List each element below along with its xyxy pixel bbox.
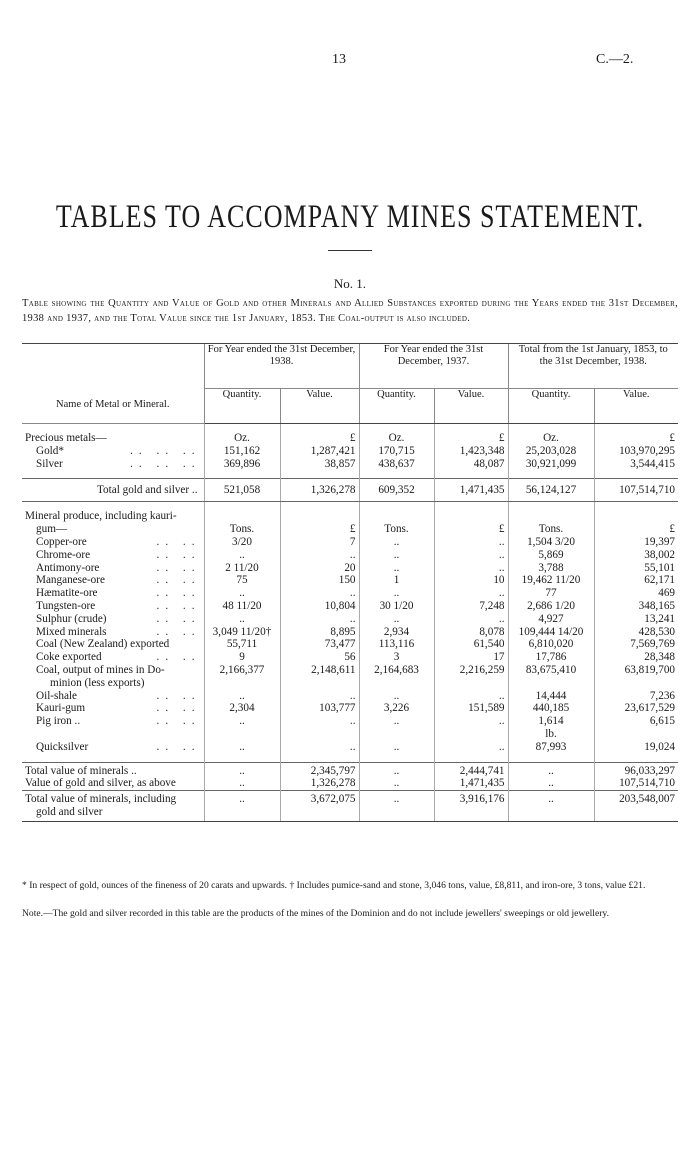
table-cell: 62,171 [594,574,678,587]
table-cell: 348,165 [594,600,678,613]
table-cell: 17,786 [508,651,594,664]
column-group-1938: For Year ended the 31st December, 1938. [204,344,359,389]
unit-label: £ [280,432,359,445]
table-cell: .. [434,715,508,728]
table-cell: 8,895 [280,626,359,639]
unit-label: £ [434,523,508,536]
table-cell: .. [204,549,280,562]
section-heading-row [22,523,678,536]
table-cell: 107,514,710 [594,777,678,790]
column-header-quantity: Quantity. [508,389,594,424]
table-cell: .. [434,549,508,562]
table-cell: 3,788 [508,562,594,575]
table-row [22,445,678,458]
table-cell: 10 [434,574,508,587]
column-header-value: Value. [434,389,508,424]
table-row [22,715,678,728]
table-cell: .. [359,741,434,754]
unit-label: Tons. [359,523,434,536]
row-label [22,741,204,754]
table-cell: 2 11/20 [204,562,280,575]
table-cell: 25,203,028 [508,445,594,458]
table-cell: .. [434,587,508,600]
table-cell: 20 [280,562,359,575]
table-cell: 440,185 [508,702,594,715]
table-row [22,600,678,613]
table-cell [594,728,678,741]
table-cell: 48,087 [434,458,508,471]
leader-dots: .. .. [156,587,201,600]
page-header [0,52,700,72]
grand-total-row [22,791,678,806]
table-cell: 56 [280,651,359,664]
table-cell: .. [280,587,359,600]
table-cell: 55,711 [204,638,280,651]
leader-dots: .. .. [156,599,201,612]
table-row [22,777,678,790]
unit-label: £ [594,432,678,445]
table-row [22,638,678,651]
document-code: C.—2. [596,52,634,67]
table-cell [280,677,359,690]
table-cell: 3,544,415 [594,458,678,471]
row-label [22,677,204,690]
leader-dots: .. .. [156,740,201,753]
row-label [22,651,204,664]
table-cell: 13,241 [594,613,678,626]
table-cell: 2,216,259 [434,664,508,677]
table-cell: 14,444 [508,690,594,703]
table-cell: 38,857 [280,458,359,471]
table-cell: 203,548,007 [594,791,678,806]
row-name: Antimony-ore [36,561,100,574]
table-cell: 2,686 1/20 [508,600,594,613]
table-cell [359,677,434,690]
footnote-note: Note.—The gold and silver recorded in this table are the products of the mines of the Dominion and do not include jewellers' sweepings or old jewellery. [22,908,609,919]
row-label [22,664,204,677]
table-cell: 63,819,700 [594,664,678,677]
row-name: Quicksilver [36,740,89,753]
table-cell: 83,675,410 [508,664,594,677]
unit-label: Oz. [508,432,594,445]
table-cell: 7,236 [594,690,678,703]
row-name: Kauri-gum [36,702,86,715]
row-name: Sulphur (crude) [36,612,107,625]
table-cell: .. [359,562,434,575]
leader-dots: .. .. [156,535,201,548]
table-cell: 96,033,297 [594,762,678,777]
table-cell: 48 11/20 [204,600,280,613]
table-cell: .. [204,690,280,703]
table-cell: 38,002 [594,549,678,562]
table-cell: 4,927 [508,613,594,626]
row-label: Total value of minerals, including [22,791,204,806]
table-cell: .. [508,762,594,777]
title-rule [328,250,372,251]
table-cell: 7 [280,536,359,549]
column-header-value: Value. [594,389,678,424]
row-label [22,587,204,600]
table-row [22,574,678,587]
table-cell: 2,934 [359,626,434,639]
footnote-gold: * In respect of gold, ounces of the fineness of 20 carats and upwards. † Includes pumice-sand and stone, 3,046 tons, value, £8,811, and iron-ore, 3 tons, value £21. [22,880,646,891]
table-cell: 1,326,278 [280,777,359,790]
table-cell: .. [359,762,434,777]
table-number: No. 1. [333,276,367,291]
table-cell: .. [204,587,280,600]
table-cell: 61,540 [434,638,508,651]
table-row [22,677,678,690]
table-cell: .. [280,715,359,728]
row-label [22,702,204,715]
unit-label: £ [280,523,359,536]
table-cell: 55,101 [594,562,678,575]
row-label [22,600,204,613]
unit-label: Tons. [508,523,594,536]
row-name: Gold* [36,444,64,457]
table-cell: 23,617,529 [594,702,678,715]
leader-dots: .. .. [156,702,201,715]
table-row [22,458,678,471]
main-title: TABLES TO ACCOMPANY MINES STATEMENT. [55,198,645,235]
table-cell: 469 [594,587,678,600]
table-cell: 19,024 [594,741,678,754]
table-cell [594,677,678,690]
row-name: Value of gold and silver, as above [25,777,176,790]
table-cell: 107,514,710 [594,479,678,502]
table-cell: 609,352 [359,479,434,502]
row-label [22,638,204,651]
table-cell: .. [359,715,434,728]
table-row [22,728,678,741]
column-header-quantity: Quantity. [359,389,434,424]
table-cell: .. [204,613,280,626]
table-cell [434,728,508,741]
table-cell: 1,504 3/20 [508,536,594,549]
table-cell: 109,444 14/20 [508,626,594,639]
table-cell: 428,530 [594,626,678,639]
table-cell: 7,248 [434,600,508,613]
table-cell: .. [204,741,280,754]
table-cell: 2,444,741 [434,762,508,777]
row-label [22,728,204,741]
table-cell: .. [280,613,359,626]
table-cell: .. [204,791,280,806]
table-row [22,613,678,626]
row-label [22,762,204,777]
row-label [22,536,204,549]
section-heading: gum— [36,523,68,536]
table-cell: .. [280,741,359,754]
table-row [22,741,678,754]
table-cell: 10,804 [280,600,359,613]
leader-dots: .. .. [156,612,201,625]
table-cell: .. [434,613,508,626]
table-cell: 3,916,176 [434,791,508,806]
table-cell: 73,477 [280,638,359,651]
table-row [22,651,678,664]
table-cell: .. [508,777,594,790]
table-cell: 1,471,435 [434,777,508,790]
page-number: 13 [332,52,346,67]
table-cell: .. [434,690,508,703]
minerals-table [22,343,678,822]
unit-label: Oz. [204,432,280,445]
leader-dots: .. .. [156,561,201,574]
column-group-1937: For Year ended the 31st December, 1937. [359,344,508,389]
table-cell: 3,226 [359,702,434,715]
table-row [22,664,678,677]
table-cell [280,728,359,741]
column-group-total: Total from the 1st January, 1853, to the 31st December, 1938. [508,344,678,389]
section-heading-row [22,432,678,445]
section-heading-row [22,510,678,523]
table-cell: .. [280,690,359,703]
table-row [22,626,678,639]
table-cell: 1 [359,574,434,587]
leader-dots: .. .. [156,689,201,702]
leader-dots: .. .. [156,548,201,561]
table-cell: 17 [434,651,508,664]
table-cell: 103,777 [280,702,359,715]
table-cell [508,677,594,690]
total-gold-silver-row [22,479,678,502]
row-name: Copper-ore [36,535,87,548]
leader-dots: .. .. [156,651,201,664]
column-header-quantity: Quantity. [204,389,280,424]
row-name: Oil-shale [36,689,78,702]
table-row [22,549,678,562]
table-cell: lb. [508,728,594,741]
table-cell: 1,471,435 [434,479,508,502]
row-name: Pig iron .. [36,715,81,728]
table-cell: .. [204,715,280,728]
table-cell: 5,869 [508,549,594,562]
row-name: Coal (New Zealand) exported [36,638,170,651]
table-cell: 56,124,127 [508,479,594,502]
grand-total-row-cont [22,806,678,821]
table-cell: 3,672,075 [280,791,359,806]
row-label: Total gold and silver .. [22,479,204,502]
row-name: Tungsten-ore [36,599,96,612]
table-cell: 3 [359,651,434,664]
unit-label: Tons. [204,523,280,536]
table-cell: .. [204,777,280,790]
table-cell: 1,326,278 [280,479,359,502]
table-cell: 3,049 11/20† [204,626,280,639]
table-cell: 2,345,797 [280,762,359,777]
row-label [22,777,204,790]
table-cell: 19,397 [594,536,678,549]
unit-label: £ [434,432,508,445]
table-cell: 113,116 [359,638,434,651]
leader-dots: .. .. .. [130,444,201,457]
table-cell: .. [359,587,434,600]
table-cell [359,728,434,741]
row-name: minion (less exports) [50,676,145,689]
table-cell [204,677,280,690]
unit-label: Oz. [359,432,434,445]
row-label [22,458,204,471]
column-header-name: Name of Metal or Mineral. [22,344,204,424]
table-cell: 1,614 [508,715,594,728]
table-cell: 170,715 [359,445,434,458]
table-cell: 150 [280,574,359,587]
section-heading: Mineral produce, including kauri- [25,510,177,523]
table-cell: 75 [204,574,280,587]
table-cell: 77 [508,587,594,600]
table-cell: 2,164,683 [359,664,434,677]
table-cell: 30,921,099 [508,458,594,471]
table-cell: 1,287,421 [280,445,359,458]
table-cell: .. [359,777,434,790]
row-label [22,626,204,639]
row-name: Chrome-ore [36,548,91,561]
table-cell: 103,970,295 [594,445,678,458]
table-cell: 1,423,348 [434,445,508,458]
table-cell: 87,993 [508,741,594,754]
table-cell: 2,166,377 [204,664,280,677]
row-label: gold and silver [22,806,204,821]
table-cell: 151,162 [204,445,280,458]
section-heading: Precious metals— [25,432,107,444]
table-row [22,690,678,703]
leader-dots: .. .. [156,574,201,587]
table-cell: .. [359,549,434,562]
table-row [22,762,678,777]
table-cell: 9 [204,651,280,664]
table-cell: 8,078 [434,626,508,639]
table-cell: .. [359,536,434,549]
table-row [22,702,678,715]
leader-dots: .. .. [156,625,201,638]
table-row [22,562,678,575]
table-cell: 2,148,611 [280,664,359,677]
row-label [22,445,204,458]
table-cell: 6,615 [594,715,678,728]
table-cell [204,728,280,741]
table-cell: 2,304 [204,702,280,715]
table-cell: .. [280,549,359,562]
table-description: Table showing the Quantity and Value of Gold and other Minerals and Allied Substances exported during the Years ended the 31st December, 1938 and 1937, and the Total Value since the 1st January, 1853. The Coal-output is also included. [22,298,678,324]
table-cell: 30 1/20 [359,600,434,613]
row-name: Mixed minerals [36,625,107,638]
table-cell: 521,058 [204,479,280,502]
unit-label: £ [594,523,678,536]
leader-dots: .. .. [156,715,201,728]
row-name: Total value of minerals .. [25,764,137,777]
row-label [22,562,204,575]
table-cell [434,677,508,690]
table-cell: .. [434,562,508,575]
table-cell: .. [204,762,280,777]
table-cell: 6,810,020 [508,638,594,651]
table-cell: 438,637 [359,458,434,471]
table-row [22,587,678,600]
row-name: Hæmatite-ore [36,587,98,600]
row-name: Coke exported [36,651,102,664]
row-label [22,690,204,703]
table-cell: .. [359,690,434,703]
table-cell: .. [359,613,434,626]
column-header-value: Value. [280,389,359,424]
table-row [22,536,678,549]
row-label [22,715,204,728]
row-label [22,574,204,587]
row-label [22,613,204,626]
table-cell: .. [434,741,508,754]
leader-dots: .. .. .. [130,457,201,470]
row-name: Coal, output of mines in Do- [36,663,165,676]
row-name: Silver [36,457,63,470]
table-cell: 7,569,769 [594,638,678,651]
table-cell: 369,896 [204,458,280,471]
table-cell: .. [434,536,508,549]
table-cell: 19,462 11/20 [508,574,594,587]
row-label [22,549,204,562]
table-cell: .. [508,791,594,806]
row-name: Manganese-ore [36,574,105,587]
table-cell: 151,589 [434,702,508,715]
table-cell: 28,348 [594,651,678,664]
table-cell: 3/20 [204,536,280,549]
table-cell: .. [359,791,434,806]
